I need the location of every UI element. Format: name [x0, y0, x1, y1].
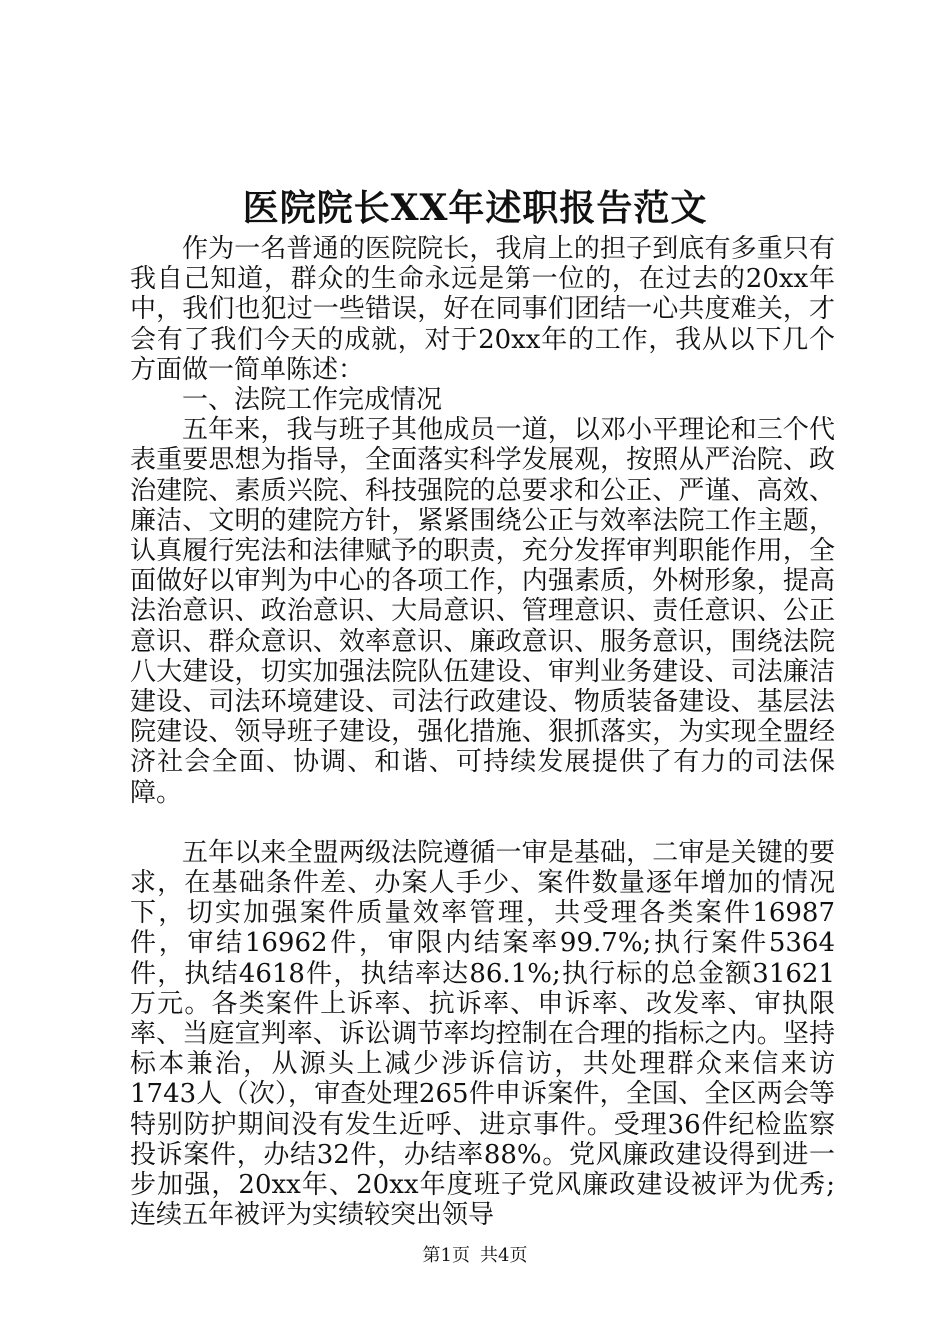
- section-paragraph-2: 五年以来全盟两级法院遵循一审是基础，二审是关键的要求，在基础条件差、办案人手少、案件数量逐年增加的情况下，切实加强案件质量效率管理，共受理各类案件16987件，审结16962件，审限内结案率99.7%;执行案件5364件，执结4618件，执结率达86.1%;执行标的总金额31621万元。各类案件上诉率、抗诉率、申诉率、改发率、审执限率、当庭宣判率、诉讼调节率均控制在合理的指标之内。坚持标本兼治，从源头上减少涉诉信访，共处理群众来信来访1743人（次），审查处理265件申诉案件，全国、全区两会等特别防护期间没有发生近呼、进京事件。受理36件纪检监察投诉案件，办结32件，办结率88%。党风廉政建设得到进一步加强，20xx年、20xx年度班子党风廉政建设被评为优秀;连续五年被评为实绩较突出领导: [130, 837, 835, 1231]
- section-heading: 一、法院工作完成情况: [182, 385, 443, 416]
- document-body: [130, 234, 835, 1231]
- section-paragraph-1: 五年来，我与班子其他成员一道，以邓小平理论和三个代表重要思想为指导，全面落实科学发展观，按照从严治院、政治建院、素质兴院、科技强院的总要求和公正、严谨、高效、廉洁、文明的建院方针，紧紧围绕公正与效率法院工作主题，认真履行宪法和法律赋予的职责，充分发挥审判职能作用，全面做好以审判为中心的各项工作，内强素质，外树形象，提高法治意识、政治意识、大局意识、管理意识、责任意识、公正意识、群众意识、效率意识、廉政意识、服务意识，围绕法院八大建设，切实加强法院队伍建设、审判业务建设、司法廉洁建设、司法环境建设、司法行政建设、物质装备建设、基层法院建设、领导班子建设，强化措施、狠抓落实，为实现全盟经济社会全面、协调、和谐、可持续发展提供了有力的司法保障。: [130, 415, 835, 808]
- page-total: 共4页: [480, 1245, 528, 1266]
- document-title: 医院院长XX年述职报告范文: [242, 187, 708, 229]
- paragraph-gap: [130, 808, 835, 838]
- page-number: 第1页: [422, 1245, 470, 1266]
- page-footer: [0, 1244, 950, 1268]
- intro-paragraph: 作为一名普通的医院院长，我肩上的担子到底有多重只有我自己知道，群众的生命永远是第一位的，在过去的20xx年中，我们也犯过一些错误，好在同事们团结一心共度难关，才会有了我们今天的成就，对于20xx年的工作，我从以下几个方面做一简单陈述：: [130, 234, 835, 385]
